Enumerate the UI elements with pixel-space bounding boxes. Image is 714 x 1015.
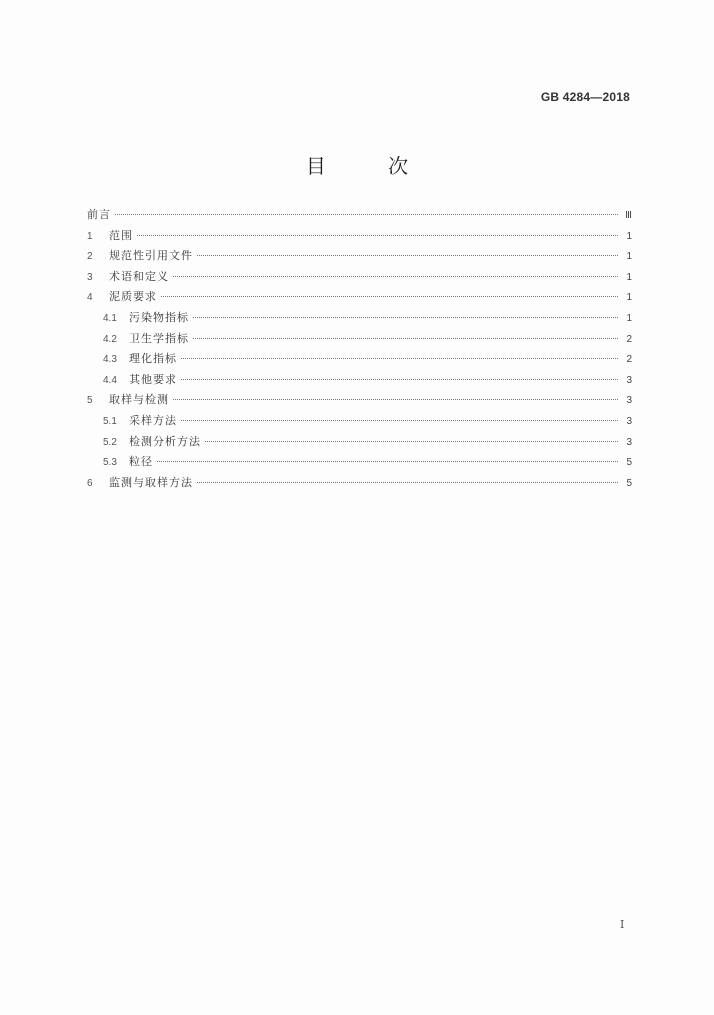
- toc-entry-number: 5.1: [103, 415, 117, 427]
- toc-entry[interactable]: [87, 391, 632, 412]
- toc-entry-label: 术语和定义: [109, 269, 169, 283]
- toc-entry[interactable]: [87, 371, 632, 392]
- toc-dot-leader: [173, 399, 618, 400]
- toc-entry-page: 1: [626, 312, 632, 324]
- toc-dot-leader: [181, 358, 618, 359]
- toc-entry[interactable]: [87, 247, 632, 268]
- toc-entry-label: 理化指标: [129, 352, 177, 366]
- toc-dot-leader: [157, 461, 618, 462]
- toc-entry-label: 泥质要求: [109, 290, 157, 304]
- toc-entry-number: 5.3: [103, 457, 117, 469]
- toc-entry-number: 5: [87, 395, 93, 407]
- toc-entry-page: 3: [626, 395, 632, 407]
- toc-entry-number: 6: [87, 477, 93, 489]
- toc-entry-label: 取样与检测: [109, 393, 169, 407]
- toc-dot-leader: [197, 255, 618, 256]
- toc-entry-number: 4.4: [103, 374, 117, 386]
- toc-entry-label: 污染物指标: [129, 310, 189, 324]
- toc-entry-page: 1: [626, 230, 632, 242]
- toc-title: 目 次: [305, 154, 437, 178]
- toc-entry-page: 3: [626, 436, 632, 448]
- toc-entry-label: 前言: [87, 208, 111, 221]
- toc-entry-page: 2: [626, 333, 632, 345]
- table-of-contents: [87, 206, 632, 494]
- toc-entry-page: Ⅲ: [625, 210, 632, 221]
- toc-entry-number: 1: [87, 230, 93, 242]
- toc-entry-page: 1: [626, 251, 632, 263]
- toc-entry-number: 2: [87, 251, 93, 263]
- toc-entry-page: 1: [626, 292, 632, 304]
- toc-entry[interactable]: [87, 453, 632, 474]
- toc-entry-number: 3: [87, 271, 93, 283]
- toc-entry[interactable]: [87, 227, 632, 248]
- toc-entry-label: 检测分析方法: [129, 434, 201, 448]
- toc-entry-number: 4.1: [103, 312, 117, 324]
- toc-entry-number: 4.3: [103, 354, 117, 366]
- toc-entry[interactable]: [87, 288, 632, 309]
- toc-dot-leader: [137, 235, 618, 236]
- toc-dot-leader: [197, 482, 618, 483]
- toc-entry-label: 卫生学指标: [129, 331, 189, 345]
- toc-entry-page: 1: [626, 271, 632, 283]
- toc-entry-number: 4: [87, 292, 93, 304]
- standard-code: GB 4284—2018: [540, 90, 630, 104]
- toc-entry[interactable]: [87, 433, 632, 454]
- toc-dot-leader: [193, 338, 618, 339]
- toc-entry-page: 3: [626, 415, 632, 427]
- toc-entry[interactable]: [87, 474, 632, 495]
- toc-entry[interactable]: [87, 330, 632, 351]
- toc-dot-leader: [205, 441, 618, 442]
- toc-dot-leader: [193, 317, 618, 318]
- toc-entry[interactable]: [87, 268, 632, 289]
- toc-entry-label: 粒径: [129, 455, 153, 469]
- toc-dot-leader: [173, 276, 618, 277]
- toc-entry[interactable]: [87, 350, 632, 371]
- toc-entry-label: 监测与取样方法: [109, 475, 193, 489]
- toc-entry-page: 5: [626, 457, 632, 469]
- toc-entry-label: 范围: [109, 228, 133, 242]
- toc-entry-page: 3: [626, 374, 632, 386]
- page-number: I: [620, 918, 625, 931]
- toc-dot-leader: [181, 379, 618, 380]
- toc-entry-label: 采样方法: [129, 413, 177, 427]
- toc-entry[interactable]: [87, 206, 632, 227]
- toc-entry-number: 5.2: [103, 436, 117, 448]
- toc-entry[interactable]: [87, 309, 632, 330]
- toc-entry-label: 其他要求: [129, 372, 177, 386]
- toc-dot-leader: [115, 214, 618, 215]
- toc-entry-label: 规范性引用文件: [109, 249, 193, 263]
- toc-entry-page: 5: [626, 477, 632, 489]
- toc-entry-page: 2: [626, 354, 632, 366]
- toc-entry-number: 4.2: [103, 333, 117, 345]
- toc-entry[interactable]: [87, 412, 632, 433]
- toc-dot-leader: [161, 296, 618, 297]
- toc-dot-leader: [181, 420, 618, 421]
